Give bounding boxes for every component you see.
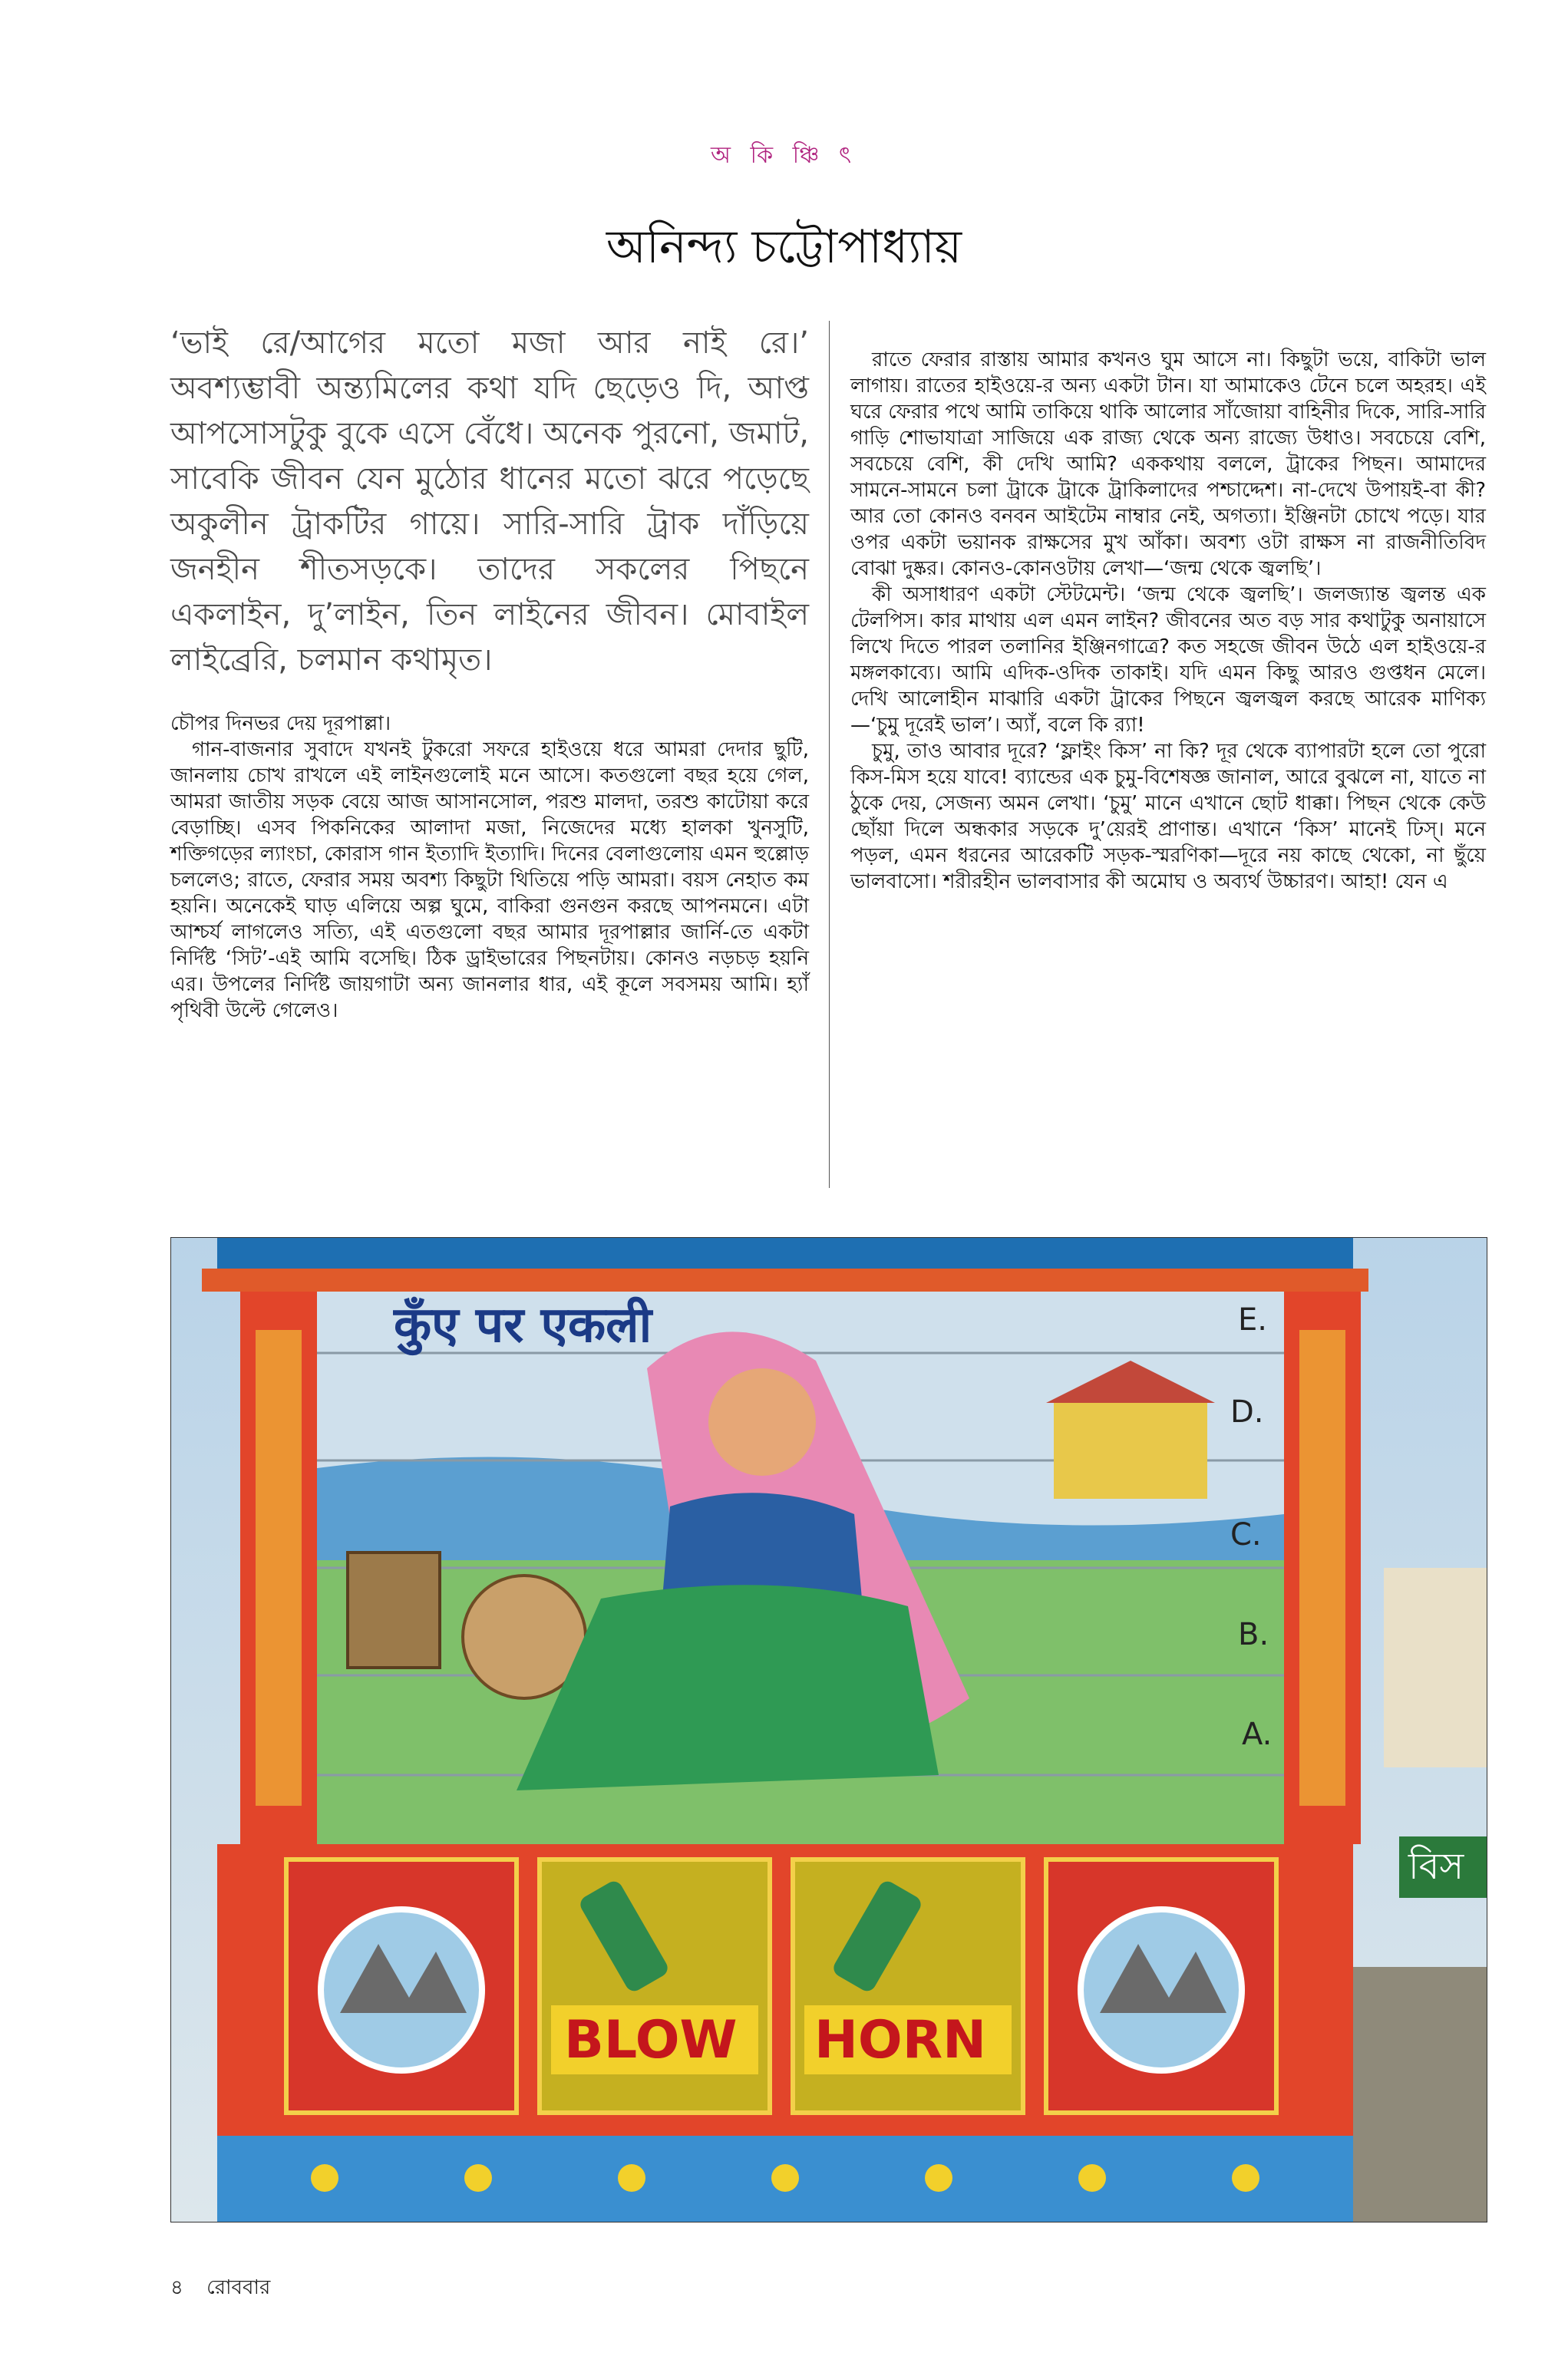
paragraph: রাতে ফেরার রাস্তায় আমার কখনও ঘুম আসে না। কিছুটা ভয়ে, বাকিটা ভাল লাগায়। রাতের হাইওয়ে-র অন্য একটা টান। যা আমাকেও টেনে চলে অহরহ। এই ঘরে ফেরার পথে আমি তাকিয়ে থাকি আলোর সাঁজোয়া বাহিনীর দিকে, সারি-সারি গাড়ি শোভাযাত্রা সাজিয়ে এক রাজ্য থেকে অন্য রাজ্যে উধাও। সবচেয়ে বেশি, সবচেয়ে বেশি, কী দেখি আমি? এককথায় বললে, ট্রাকের পিছন। আমাদের সামনে-সামনে চলা ট্রাকে ট্রাকে ট্রাকিলাদের পশ্চাদ্দেশ। না-দেখে উপায়ই-বা কী? আর তো কোনও বনবন আইটেম নাম্বার নেই, অগত্যা। ইঞ্জিনটা চোখে পড়ে। যার ওপর একটা ভয়ানক রাক্ষসের মুখ আঁকা। অবশ্য ওটা রাক্ষস না রাজনীতিবিদ বোঝা দুষ্কর। কোনও-কোনওটায় লেখা—‘জন্ম থেকে জ্বলছি’। [850,348,1486,580]
right-post-decor [1299,1330,1345,1806]
section-tag: অ কি ঞ্চি ৎ [711,142,857,169]
truck-top-rail [202,1269,1368,1292]
left-post-decor [256,1330,302,1806]
page-number: ৪ [170,2276,183,2299]
truck-photo-illustration [171,1238,1487,2222]
author-name: অনিন্দ্য চট্টোপাধ্যায় [606,220,962,274]
painted-face [708,1368,816,1476]
paragraph: চৌপর দিনভর দেয় দূরপাল্লা। [170,712,391,735]
roadside-building [1384,1568,1487,1767]
panel-blow [540,1859,770,2113]
paragraph: কী অসাধারণ একটা স্টেটমেন্ট। ‘জন্ম থেকে জ্বলছি’। জলজ্যান্ত জ্বলন্ত এক টেলপিস। কার মাথায় এল এমন লাইন? জীবনের অত বড় সার কথাটুকু অনায়াসে লিখে দিতে পারল তলানির ইঞ্জিনগাত্রে? কত সহজে জীবন উঠে এল হাইওয়ে-র মঙ্গলকাব্যে। আমি এদিক-ওদিক তাকাই। যদি এমন কিছু আরও গুপ্তধন মেলে। দেখি আলোহীন মাঝারি একটা ট্রাকের পিছনে জ্বলজ্বল করছে আরেক মাণিক্য—‘চুমু দূরেই ভাল’। অ্যাঁ, বলে কি র‍্যা! [850,583,1486,737]
tailgate-letter: C. [1230,1517,1262,1553]
truck-top-frame [217,1238,1353,1269]
blow-label: BLOW [564,2010,738,2071]
painted-blouse [662,1493,862,1599]
roadside-sign-text: বিস [1408,1845,1464,1888]
paragraph: গান-বাজনার সুবাদে যখনই টুকরো সফরে হাইওয়ে ধরে আমরা দেদার ছুটি, জানলায় চোখ রাখলে এই লাইনগুলোই মনে আসে। কতগুলো বছর হয়ে গেল, আমরা জাতীয় সড়ক বেয়ে আজ আসানসোল, পরশু মালদা, তরশু কাটোয়া করে বেড়াচ্ছি। এসব পিকনিকের আলাদা মজা, নিজেদের মধ্যে হালকা খুনসুটি, শক্তিগড়ের ল্যাংচা, কোরাস গান ইত্যাদি ইত্যাদি। দিনের বেলাগুলোয় এমন হুল্লোড় চললেও; রাতে, ফেরার সময় অবশ্য কিছুটা থিতিয়ে পড়ি আমরা। বয়স নেহাত কম হয়নি। অনেকেই ঘাড় এলিয়ে অল্প ঘুমে, বাকিরা গুনগুন করছে আপনমনে। এটা আশ্চর্য লাগলেও সত্যি, এই এতগুলো বছর আমার দূরপাল্লার জার্নি-তে একটা নির্দিষ্ট ‘সিট’-এই আমি বসেছি। ঠিক ড্রাইভারের পিছনটায়। কোনও নড়চড় হয়নি এর। উপলের নির্দিষ্ট জায়গাটা অন্য জানলার ধার, এই কূলে সবসময় আমি। হ্যাঁ পৃথিবী উল্টে গেলেও। [170,738,809,1022]
page-footer [170,2272,287,2305]
tailgate-letter: D. [1230,1394,1264,1430]
ground [1353,1967,1487,2222]
tailgate-letter: B. [1238,1617,1269,1652]
left-column [170,321,809,1024]
painted-house [1054,1399,1207,1499]
painting-title: कुँए पर एकली [394,1297,652,1354]
column-divider [829,321,830,1188]
horn-label: HORN [814,2010,986,2071]
right-column [850,347,1486,895]
pull-quote: ‘ভাই রে/আগের মতো মজা আর নাই রে।’ অবশ্যম্ভাবী অন্ত্যমিলের কথা যদি ছেড়েও দি, আপ্ত আপসোসটুকু বুকে এসে বেঁধে। অনেক পুরনো, জমাট, সাবেকি জীবন যেন মুঠোর ধানের মতো ঝরে পড়েছে অকুলীন ট্রাকটির গায়ে। সারি-সারি ট্রাক দাঁড়িয়ে জনহীন শীতসড়কে। তাদের সকলের পিছনে একলাইন, দু’লাইন, তিন লাইনের জীবন। মোবাইল লাইব্রেরি, চলমান কথামৃত। [170,325,809,678]
painted-well [348,1553,440,1668]
truck-tailgate-photo [170,1237,1487,2222]
paragraph: চুমু, তাও আবার দূরে? ‘ফ্লাইং কিস’ না কি? দূর থেকে ব্যাপারটা হলে তো পুরো কিস-মিস হয়ে যাবে! ব্যান্ডের এক চুমু-বিশেষজ্ঞ জানাল, আরে বুঝলে না, যাতে না ঠুকে দেয়, সেজন্য অমন লেখা। ‘চুমু’ মানে এখানে ছোট ধাক্কা। পিছন থেকে কেউ ছোঁয়া দিলে অন্ধকার সড়কে দু’য়েরই প্রাণান্ত। এখানে ‘কিস’ মানেই ঢিস্। মনে পড়ল, এমন ধরনের আরেকটি সড়ক-স্মরণিকা—দূরে নয় কাছে থেকো, না ছুঁয়ে ভালবাসো। শরীরহীন ভালবাসার কী অমোঘ ও অব্যর্থ উচ্চারণ। আহা! যেন এ [850,740,1486,893]
tailgate-letter: A. [1242,1717,1273,1752]
magazine-name: রোববার [206,2276,271,2299]
tailgate-letter: E. [1238,1302,1267,1338]
